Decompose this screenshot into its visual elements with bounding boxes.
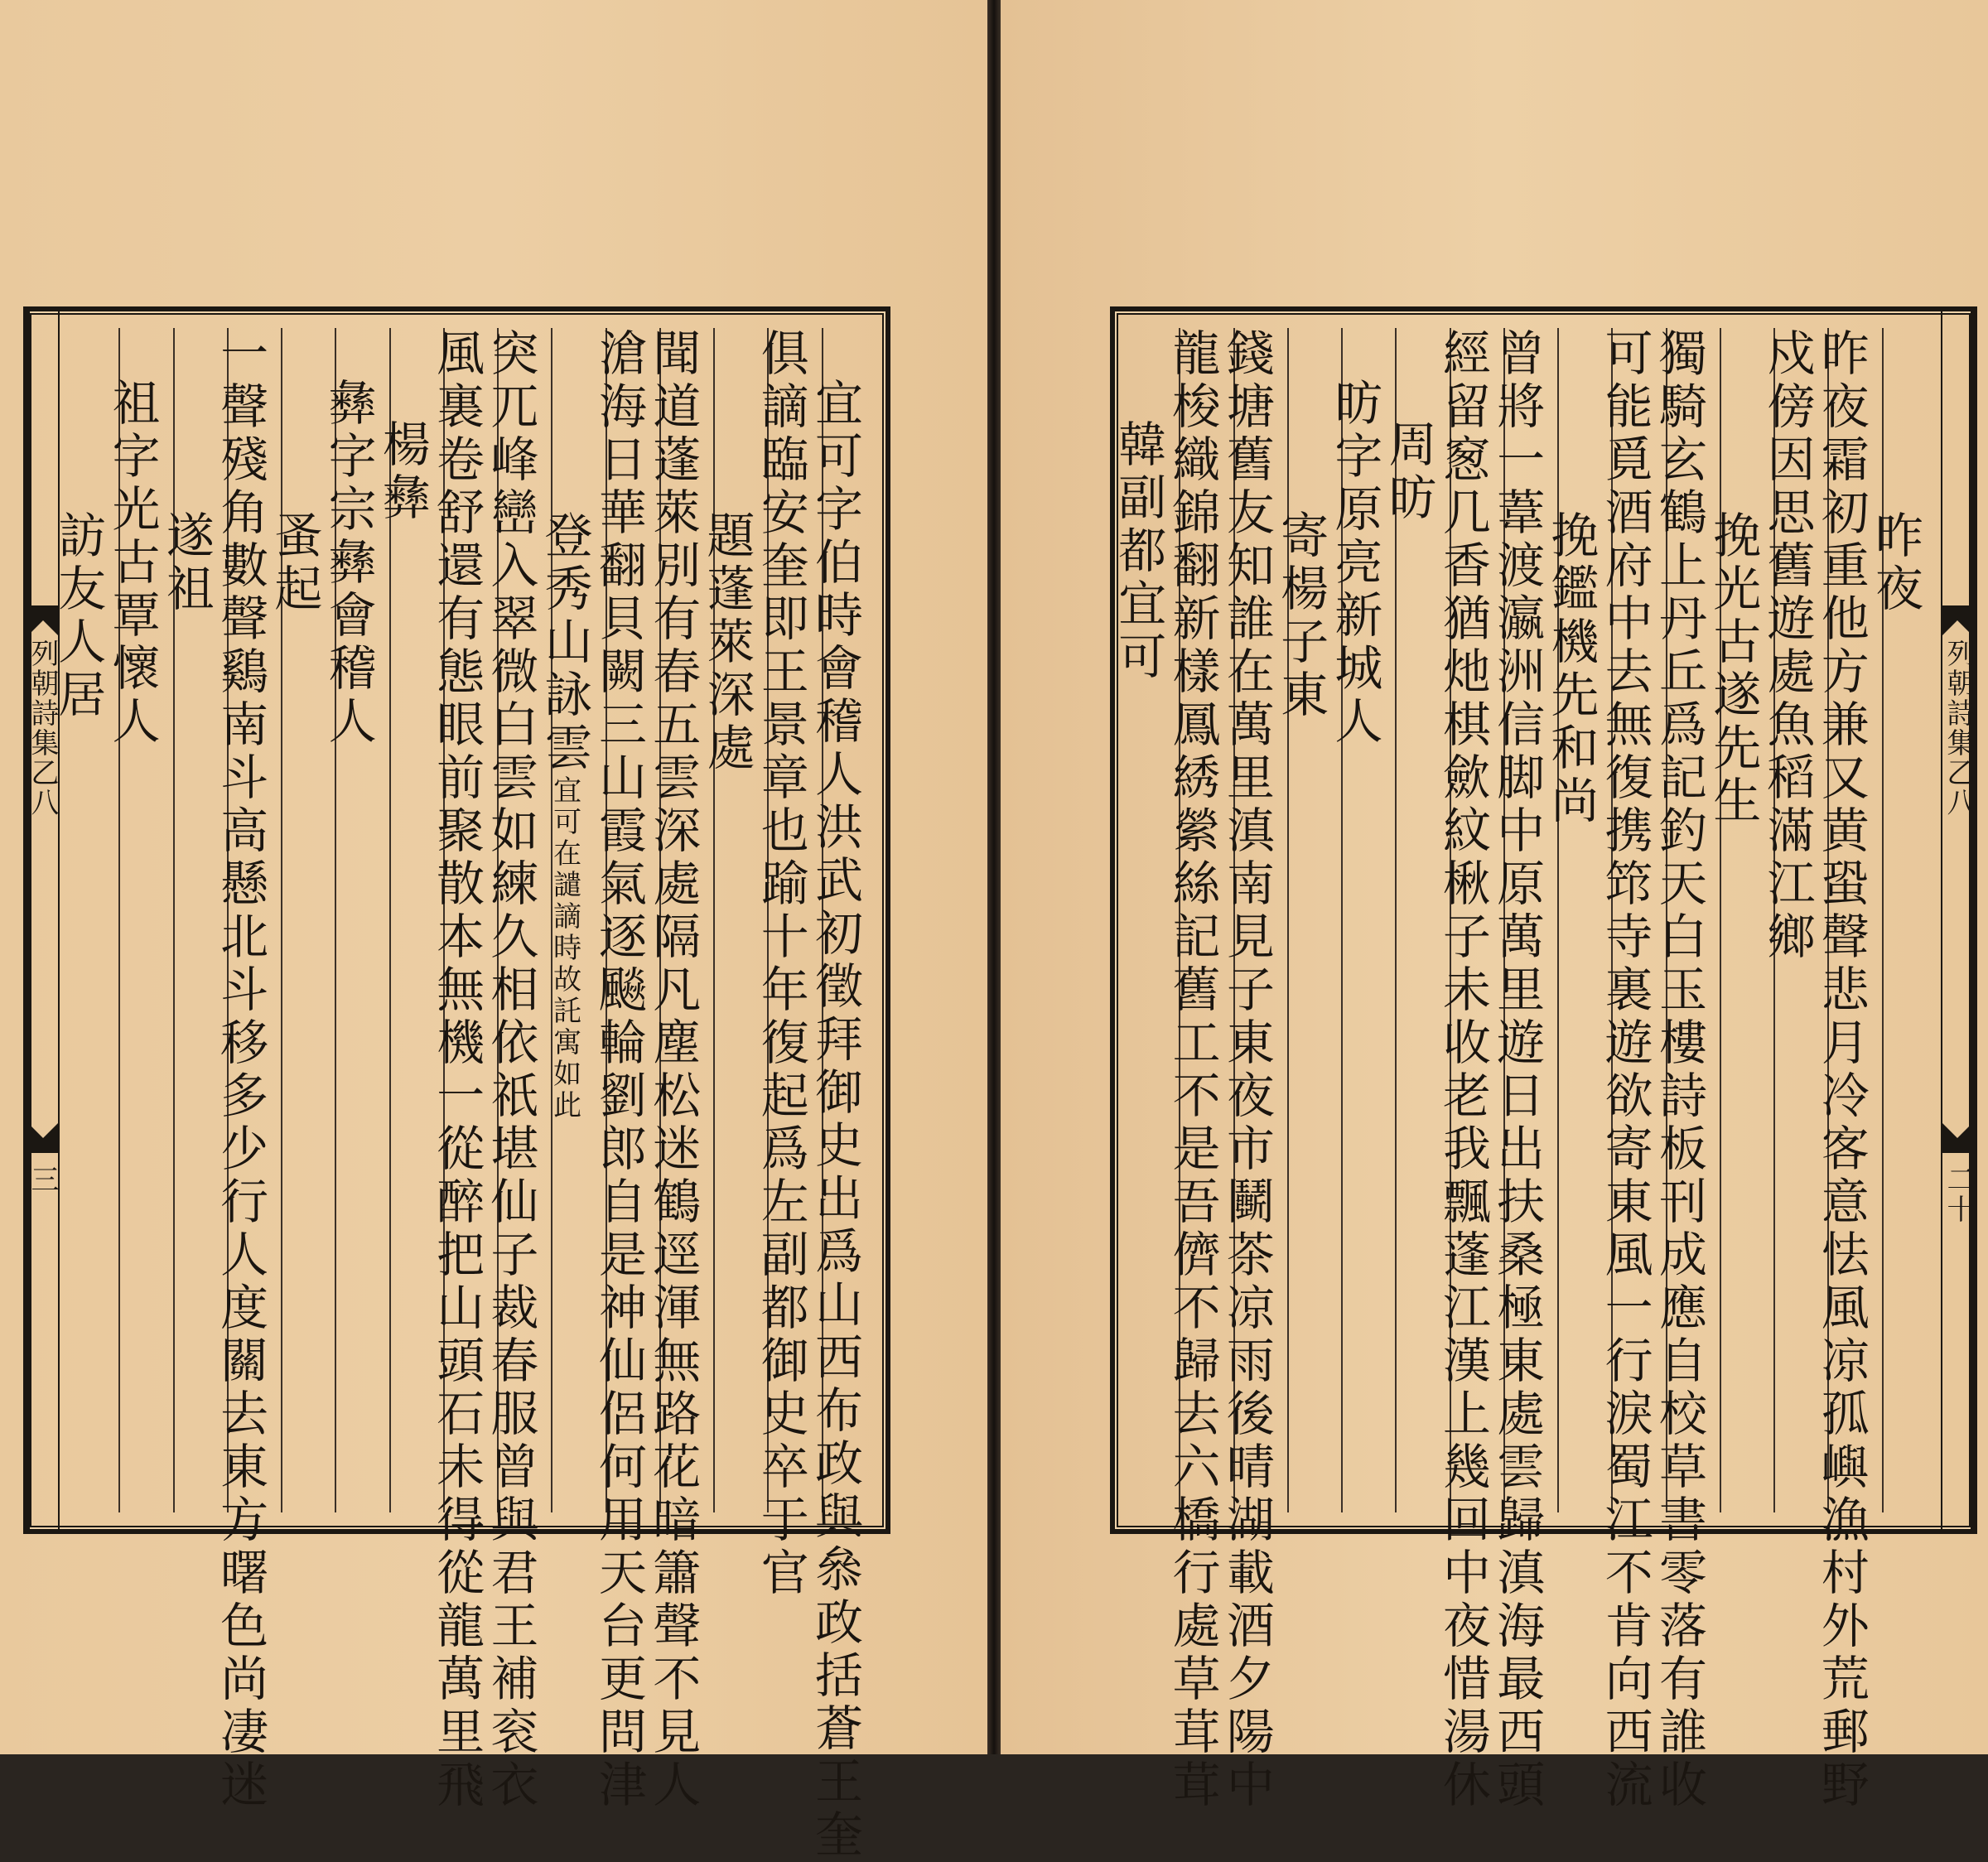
column-text: 龍梭織錦翻新樣鳳綉縈絲記舊工不是吾儕不歸去六橋行處草茸茸 — [1164, 328, 1221, 1812]
left-page-center-margin — [28, 311, 60, 1529]
column-text: 滄海日華翻貝闕三山霞氣逐飈輪劉郎自是神仙侶何用天台更問津 — [590, 328, 647, 1812]
fish-tail-icon — [1942, 1123, 1972, 1153]
text-column — [1272, 328, 1341, 1512]
text-column — [428, 328, 497, 1812]
column-text: 昨夜霜初重他方兼又黄蛩聲悲月冷客意怯風凉孤嶼漁村外荒郵野 — [1812, 328, 1870, 1812]
right-page-margin-title: 列朝詩集乙八 — [1942, 639, 1975, 818]
text-column — [752, 328, 821, 1600]
right-page — [1001, 0, 1988, 1812]
column-text: 楊彝 — [374, 419, 431, 525]
text-column — [698, 328, 767, 1512]
text-column — [266, 328, 335, 1512]
text-column — [1759, 328, 1827, 1512]
text-column — [212, 328, 281, 1812]
left-page-frame — [23, 306, 890, 1862]
text-column — [1650, 328, 1720, 1812]
column-text: 獨騎玄鶴上丹丘爲記釣天白玉樓詩板刊成應自校草書零落有誰收 — [1650, 328, 1707, 1812]
text-column — [1380, 328, 1449, 1512]
text-column — [1164, 328, 1233, 1812]
book-gutter — [987, 0, 1001, 1754]
column-text: 曾將一葦渡瀛洲信脚中原萬里遊日出扶桑極東處雲歸滇海最西頭 — [1489, 328, 1546, 1812]
column-text: 可能覓酒府中去無復携筇寺裏遊欲寄東風一行淚蜀江不肯向西流 — [1596, 328, 1653, 1812]
text-column — [1110, 328, 1179, 1512]
right-page-frame — [1110, 306, 1977, 1812]
column-text: 題蓬萊深處 — [698, 510, 755, 775]
column-text: 一聲殘角數聲鷄南斗高懸北斗移多少行人度關去東方曙色尚凄迷 — [212, 328, 269, 1812]
column-text: 風裏卷舒還有態眼前聚散本無機一從醉把山頭石未得從龍萬里飛 — [428, 328, 485, 1812]
text-column — [1326, 328, 1395, 1512]
column-text: 挽光古遂先生 — [1705, 510, 1762, 828]
column-text: 戍傍因思舊遊處魚稻滿江鄉 — [1759, 328, 1816, 964]
text-column — [1705, 328, 1773, 1512]
text-column — [50, 328, 118, 1512]
fish-tail-icon — [1942, 605, 1972, 635]
interlinear-note: 宜可在譴謫時故託寓如此 — [548, 775, 581, 1122]
right-page-folio-number: 二十 — [1942, 1165, 1975, 1224]
text-column — [320, 328, 388, 1512]
text-column — [1434, 328, 1503, 1812]
right-page-text-columns — [1110, 328, 1936, 1812]
column-text: 訪友人居 — [50, 510, 107, 722]
column-text: 韓副都宜可 — [1110, 419, 1167, 684]
column-text: 突兀峰巒入翠微白雲如練久相依祇堪仙子裁春服曾與君王補衮衣 — [482, 328, 539, 1812]
fish-tail-icon — [28, 1123, 58, 1153]
text-column — [1812, 328, 1881, 1812]
column-text: 遂祖 — [157, 510, 215, 616]
left-page-text-columns — [50, 328, 876, 1862]
column-text: 登秀山詠雲宜可在譴謫時故託寓如此 — [536, 510, 593, 1122]
text-column — [157, 328, 227, 1512]
column-text: 彝字宗彝會稽人 — [320, 378, 377, 749]
text-column — [536, 328, 605, 1512]
text-column — [807, 328, 876, 1862]
column-text: 昉字原亮新城人 — [1326, 378, 1383, 749]
column-text: 挽鑑機先和尚 — [1542, 510, 1600, 828]
text-column — [104, 328, 172, 1512]
text-column — [374, 328, 443, 1512]
column-text: 周昉 — [1380, 419, 1437, 525]
left-page — [0, 0, 987, 1862]
column-text: 祖字光古覃懷人 — [104, 378, 161, 749]
column-text: 俱謫臨安奎即王景章也踰十年復起爲左副都御史卒于官 — [752, 328, 809, 1600]
left-page-margin-title: 列朝詩集乙八 — [26, 639, 59, 818]
text-column — [1489, 328, 1557, 1812]
text-column — [1867, 328, 1936, 1512]
text-column — [590, 328, 659, 1812]
column-text: 經留䆫几香猶灺棋歛紋楸子未收老我飄蓬江漢上幾回中夜惜湯休 — [1434, 328, 1491, 1812]
column-text: 聞道蓬萊別有春五雲深處隔凡塵松迷鶴逕渾無路花暗簫聲不見人 — [644, 328, 702, 1812]
column-text: 寄楊子東 — [1272, 510, 1329, 722]
left-page-folio-number: 三 — [26, 1165, 59, 1194]
text-column — [644, 328, 713, 1812]
right-page-center-margin — [1941, 311, 1975, 1529]
text-column — [1542, 328, 1611, 1512]
column-text: 蚤起 — [266, 510, 323, 616]
text-column — [1218, 328, 1287, 1812]
text-column — [482, 328, 551, 1812]
column-text: 昨夜 — [1867, 510, 1923, 616]
text-column — [1596, 328, 1665, 1812]
column-text: 宜可字伯時會稽人洪武初徵拜御史出爲山西布政與叅政括蒼王奎 — [807, 378, 863, 1862]
column-text: 錢塘舊友知誰在萬里滇南見子東夜市鬭茶凉雨後晴湖載酒夕陽中 — [1218, 328, 1275, 1812]
